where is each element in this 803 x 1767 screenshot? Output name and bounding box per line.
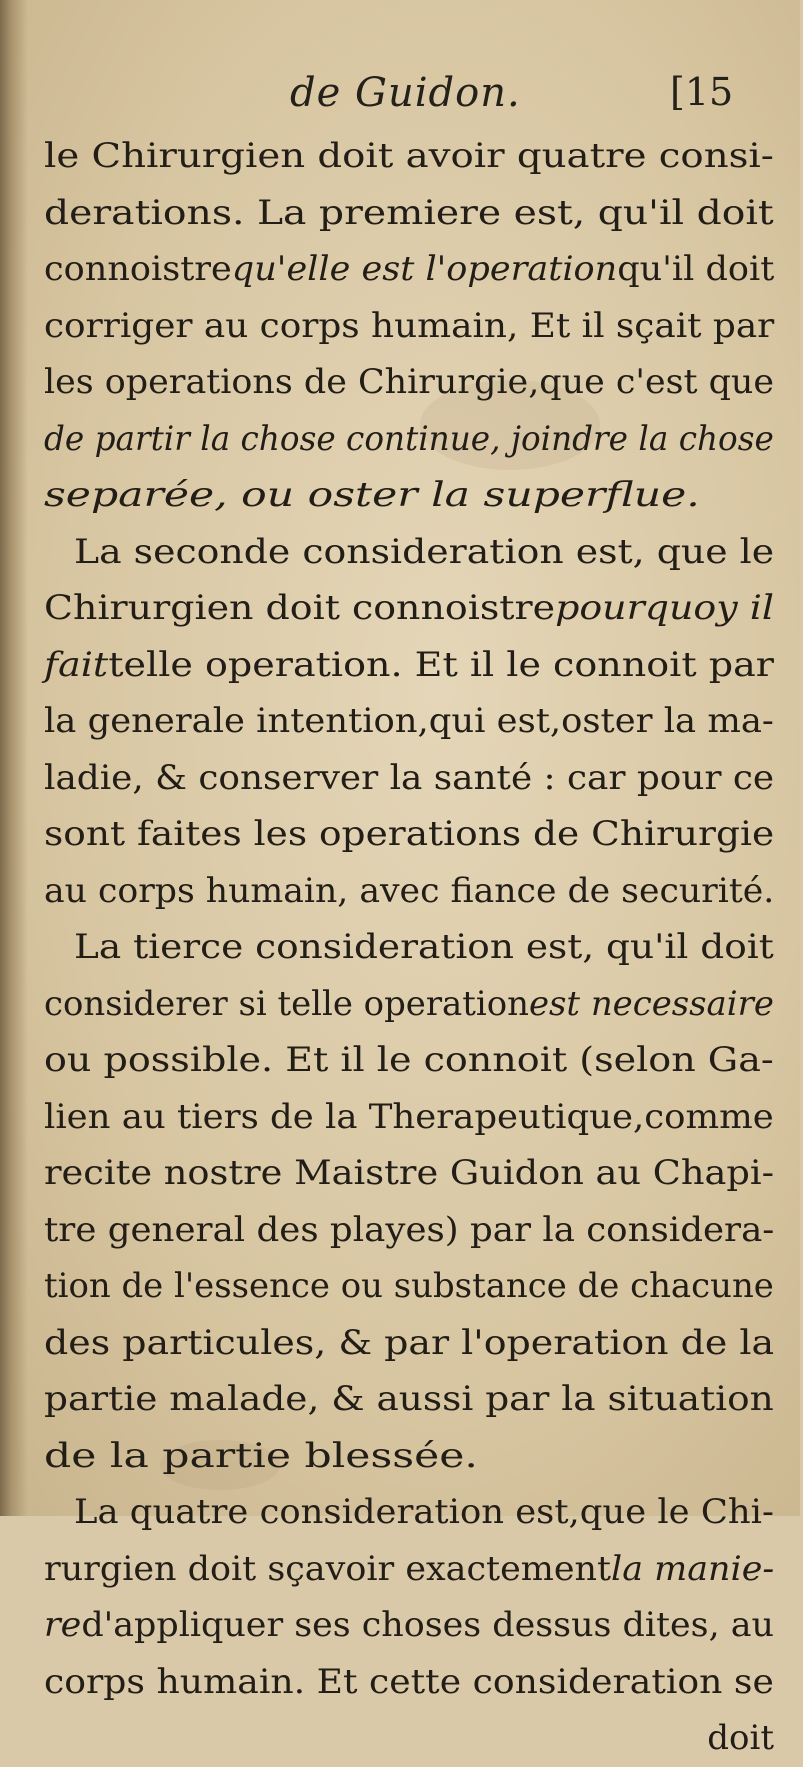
text-line (44, 580, 774, 637)
line-text: derations. La premiere est, qu'il doit (44, 192, 774, 233)
text-line (44, 1371, 774, 1428)
text-line (44, 1258, 774, 1315)
text-line (44, 1428, 774, 1485)
line-text: ladie, & conserver la santé : car pour ce (44, 757, 775, 798)
text-line (44, 298, 774, 355)
line-text: tion de l'essence ou substance de chacune (44, 1266, 774, 1306)
text-line (44, 241, 774, 298)
line-text (44, 1541, 774, 1598)
text-line (44, 806, 774, 863)
text-line (44, 1202, 774, 1259)
page-number: [15 (670, 70, 734, 114)
body-text (44, 128, 774, 1767)
text-line (44, 128, 774, 185)
line-text: doit (707, 1718, 774, 1758)
text-line (44, 1654, 774, 1711)
line-text: le Chirurgien doit avoir quatre consi- (44, 136, 774, 176)
line-text: ou possible. Et il le connoit (selon Ga- (44, 1040, 774, 1080)
line-text: les operations de Chirurgie,que c'est que (44, 362, 775, 402)
italic-phrase: la manie- (611, 1548, 775, 1589)
line-text: partie malade, & aussi par la situation (44, 1379, 774, 1419)
paragraph-start-line (44, 1484, 774, 1541)
line-text (44, 976, 774, 1033)
text-line (44, 1145, 774, 1202)
text-line (44, 863, 774, 920)
paragraph-start-line (44, 919, 774, 976)
italic-phrase: re (44, 1605, 82, 1645)
italic-phrase: de partir la chose continue, joindre la chose (44, 418, 774, 459)
page-header (0, 70, 800, 126)
line-text: des particules, & par l'operation de la (44, 1322, 775, 1363)
italic-phrase: est necessaire (528, 983, 774, 1024)
catchword (44, 1710, 774, 1767)
line-text: recite nostre Maistre Guidon au Chapi- (44, 1153, 775, 1193)
text-line (44, 185, 774, 242)
text-line (44, 1541, 774, 1598)
text-line (44, 354, 774, 411)
text-line (44, 1315, 774, 1372)
line-text: La quatre consideration est,que le Chi- (74, 1492, 774, 1532)
line-text: sont faites les operations de Chirurgie (44, 814, 775, 854)
text-line (44, 411, 774, 468)
paragraph-start-line (44, 524, 774, 581)
line-text (44, 411, 774, 468)
running-head: de Guidon. (290, 70, 521, 116)
line-text (44, 241, 774, 298)
text-line (44, 1597, 774, 1654)
roman-phrase: d'appliquer ses choses dessus dites, au (81, 1605, 775, 1645)
line-text: corriger au corps humain, Et il sçait par (44, 305, 775, 346)
line-text (44, 1597, 774, 1654)
line-text: corps humain. Et cette consideration se (44, 1661, 774, 1702)
text-line (44, 750, 774, 807)
line-text: lien au tiers de la Therapeutique,comme (44, 1096, 774, 1137)
text-line (44, 637, 774, 694)
line-text (44, 580, 774, 637)
text-line (44, 693, 774, 750)
text-line (44, 467, 774, 524)
binding-gutter-shadow (0, 0, 28, 1516)
italic-phrase: separée, ou oster la superflue. (44, 475, 700, 515)
italic-phrase: qu'elle est l'operation (231, 249, 618, 289)
roman-phrase: rurgien doit sçavoir exactement (44, 1548, 612, 1589)
text-line (44, 1032, 774, 1089)
roman-phrase: Chirurgien doit connoistre (44, 588, 556, 628)
line-text: de la partie blessée. (44, 1435, 478, 1476)
line-text (44, 467, 700, 524)
text-line (44, 976, 774, 1033)
line-text: la generale intention,qui est,oster la ma- (44, 701, 774, 741)
line-text (44, 637, 774, 694)
roman-phrase: considerer si telle operation (44, 983, 529, 1024)
line-text: La seconde consideration est, que le (74, 531, 775, 572)
line-text: au corps humain, avec fiance de securité. (44, 870, 775, 911)
text-line (44, 1089, 774, 1146)
italic-phrase: fait (44, 644, 109, 685)
line-text: La tierce consideration est, qu'il doit (74, 927, 774, 967)
roman-phrase: qu'il doit (617, 249, 775, 289)
italic-phrase: pourquoy il (555, 588, 774, 628)
line-text: tre general des playes) par la considera- (44, 1209, 775, 1250)
roman-phrase: telle operation. Et il le connoit par (108, 644, 774, 685)
roman-phrase: connoistre (44, 249, 232, 289)
